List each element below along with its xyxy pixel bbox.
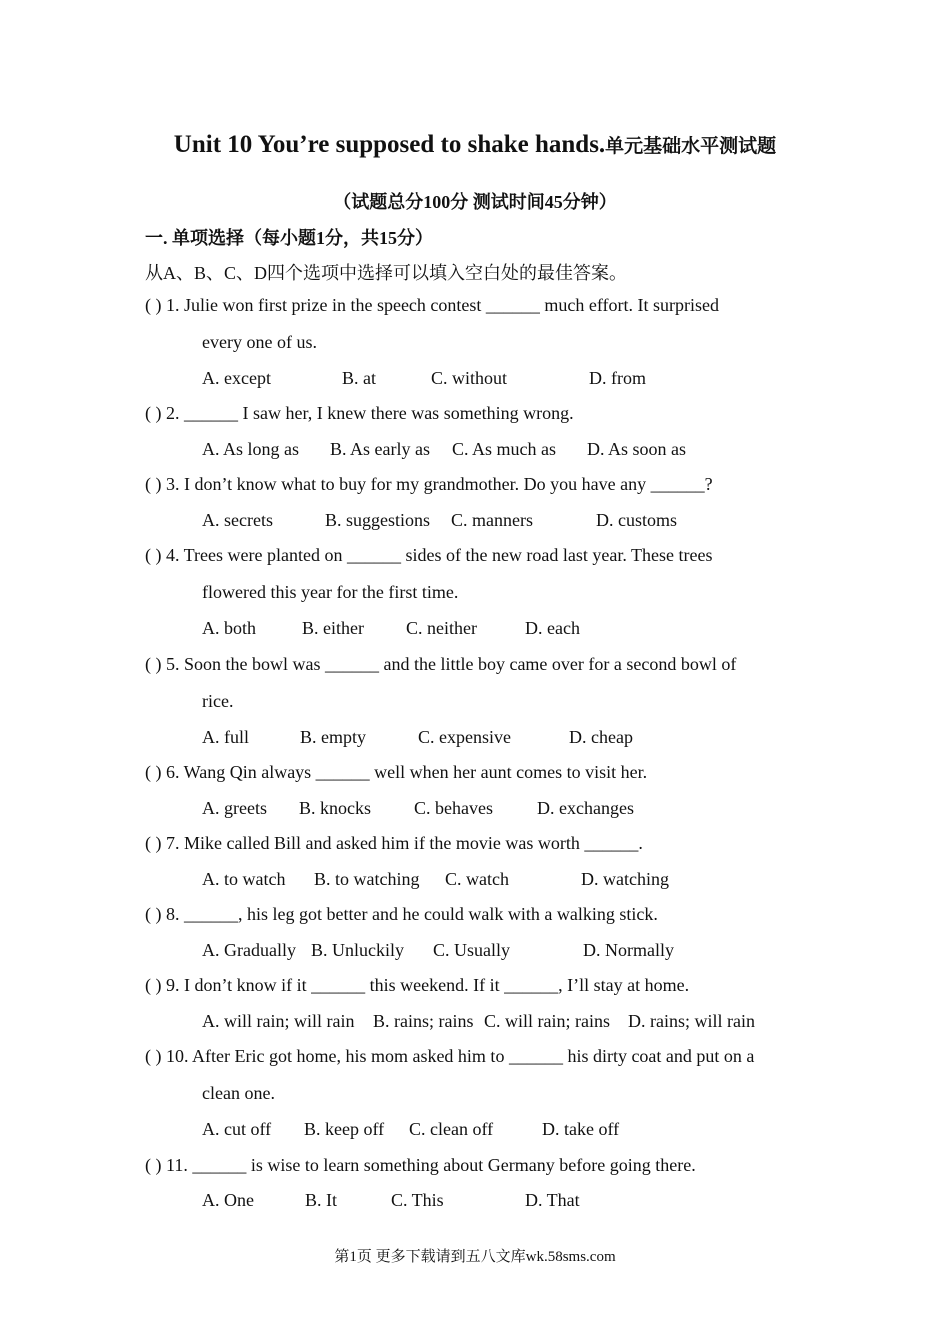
question-10-option-b: B. keep off: [304, 1119, 385, 1139]
question-2-option-d: D. As soon as: [587, 439, 687, 459]
question-5-option-a: A. full: [202, 727, 249, 747]
question-7-option-d: D. watching: [581, 869, 669, 889]
question-11-line-1: ( ) 11. ______ is wise to learn something about Germany before going there.: [145, 1155, 696, 1175]
title-chinese: 单元基础水平测试题: [605, 136, 777, 157]
question-10-option-c: C. clean off: [409, 1119, 494, 1139]
question-9-option-c: C. will rain; rains: [484, 1011, 610, 1031]
question-8-option-d: D. Normally: [583, 940, 674, 960]
question-6-option-d: D. exchanges: [537, 798, 634, 818]
question-9-option-d: D. rains; will rain: [628, 1011, 755, 1031]
question-10-option-d: D. take off: [542, 1119, 620, 1139]
question-3-option-b: B. suggestions: [325, 510, 431, 530]
question-8-line-1: ( ) 8. ______, his leg got better and he could walk with a walking stick.: [145, 904, 658, 924]
question-6-line-1: ( ) 6. Wang Qin always ______ well when her aunt comes to visit her.: [145, 762, 648, 782]
question-6-option-c: C. behaves: [414, 798, 493, 818]
page-footer: 第1页 更多下载请到五八文库wk.58sms.com: [334, 1249, 616, 1265]
section-instruction: 从A、B、C、D四个选项中选择可以填入空白处的最佳答案。: [145, 263, 628, 283]
question-9-line-1: ( ) 9. I don’t know if it ______ this weekend. If it ______, I’ll stay at home.: [145, 975, 690, 995]
question-11-option-b: B. It: [305, 1190, 338, 1210]
question-10-option-a: A. cut off: [202, 1119, 272, 1139]
question-4-option-d: D. each: [525, 618, 580, 638]
question-4-line-1: ( ) 4. Trees were planted on ______ sides of the new road last year. These trees: [145, 545, 713, 565]
question-11-option-c: C. This: [391, 1190, 444, 1210]
question-4-option-c: C. neither: [406, 618, 477, 638]
question-1-option-c: C. without: [431, 368, 508, 388]
question-5-option-b: B. empty: [300, 727, 366, 747]
question-1-option-d: D. from: [589, 368, 646, 388]
question-5-line-2: rice.: [202, 691, 234, 711]
question-5-option-c: C. expensive: [418, 727, 511, 747]
question-10-line-1: ( ) 10. After Eric got home, his mom asked him to ______ his dirty coat and put on a: [145, 1046, 755, 1066]
test-info: （试题总分100分 测试时间45分钟）: [333, 192, 617, 212]
question-8-option-b: B. Unluckily: [311, 940, 404, 960]
question-2-option-b: B. As early as: [330, 439, 430, 459]
question-7-line-1: ( ) 7. Mike called Bill and asked him if the movie was worth ______.: [145, 833, 643, 853]
question-5-option-d: D. cheap: [569, 727, 633, 747]
question-7-option-c: C. watch: [445, 869, 509, 889]
question-2-line-1: ( ) 2. ______ I saw her, I knew there was something wrong.: [145, 403, 574, 423]
question-1-option-b: B. at: [342, 368, 376, 388]
question-2-option-a: A. As long as: [202, 439, 300, 459]
title-english: Unit 10 You’re supposed to shake hands.: [173, 131, 606, 158]
question-8-option-a: A. Gradually: [202, 940, 296, 960]
question-1-line-2: every one of us.: [202, 332, 317, 352]
question-3-line-1: ( ) 3. I don’t know what to buy for my grandmother. Do you have any ______?: [145, 474, 713, 494]
question-3-option-c: C. manners: [451, 510, 533, 530]
question-7-option-b: B. to watching: [314, 869, 420, 889]
page-title: [0, 131, 950, 159]
question-4-option-b: B. either: [302, 618, 364, 638]
question-5-line-1: ( ) 5. Soon the bowl was ______ and the little boy came over for a second bowl of: [145, 654, 737, 674]
question-3-option-a: A. secrets: [202, 510, 273, 530]
question-6-option-b: B. knocks: [299, 798, 371, 818]
question-8-option-c: C. Usually: [433, 940, 511, 960]
question-9-option-a: A. will rain; will rain: [202, 1011, 355, 1031]
question-11-option-a: A. One: [202, 1190, 254, 1210]
question-1-option-a: A. except: [202, 368, 271, 388]
question-10-line-2: clean one.: [202, 1083, 275, 1103]
section-heading: 一. 单项选择（每小题1分，共15分）: [145, 228, 433, 248]
question-9-option-b: B. rains; rains: [373, 1011, 474, 1031]
question-11-option-d: D. That: [525, 1190, 580, 1210]
question-4-line-2: flowered this year for the first time.: [202, 582, 459, 602]
question-7-option-a: A. to watch: [202, 869, 286, 889]
question-4-option-a: A. both: [202, 618, 256, 638]
question-3-option-d: D. customs: [596, 510, 677, 530]
question-2-option-c: C. As much as: [452, 439, 557, 459]
question-6-option-a: A. greets: [202, 798, 267, 818]
question-1-line-1: ( ) 1. Julie won first prize in the speech contest ______ much effort. It surprised: [145, 295, 720, 315]
